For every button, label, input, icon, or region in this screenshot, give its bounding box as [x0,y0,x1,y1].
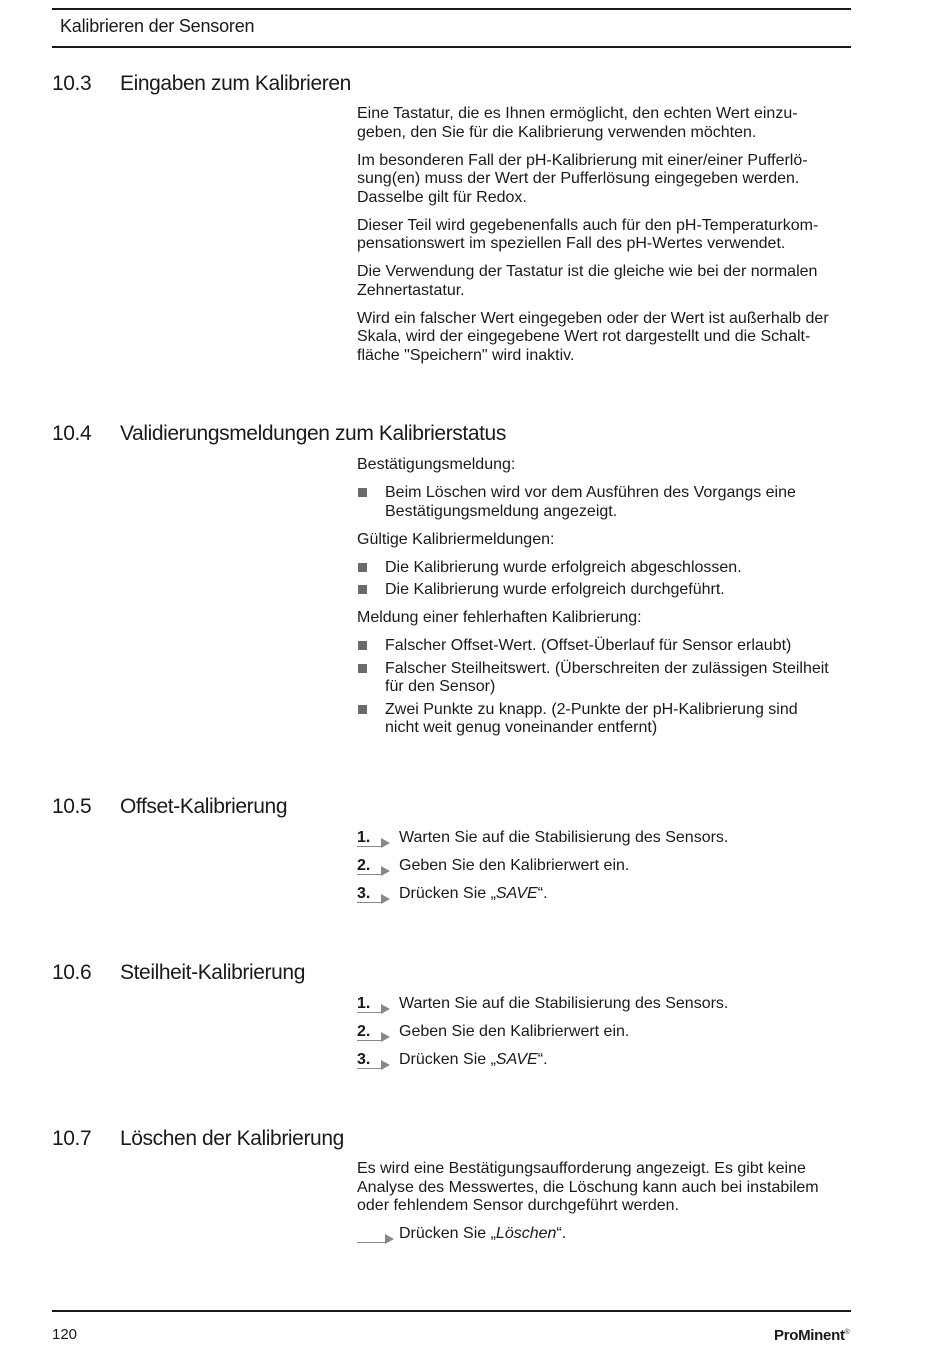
list-item: Die Kalibrierung wurde erfolgreich abgeschlossen. [357,559,852,578]
list-label: Meldung einer fehlerhaften Kalibrierung: [357,609,642,626]
section-title: Löschen der Kalibrierung [120,1127,344,1150]
bullet-square-icon [358,585,367,594]
section-title: Eingaben zum Kalibrieren [120,72,351,95]
section-heading-10-4 [52,422,506,446]
bullet-square-icon [358,488,367,497]
step-arrow-icon [381,1004,390,1014]
step-number: 1. [357,995,371,1012]
paragraph: Im besonderen Fall der pH-Kalibrierung mit einer/einer Pufferlö- sung(en) muss der Wert der Pufferlösung eingegeben werden. Dasselbe gilt für Redox. [357,151,808,206]
section-number: 10.4 [52,422,92,445]
step-arrow-icon [381,866,390,876]
step-number: 3. [357,885,371,902]
bullet-square-icon [358,641,367,650]
action-step: Drücken Sie „Löschen“. [357,1225,852,1244]
step-number: 3. [357,1051,371,1068]
step-item: 2. Geben Sie den Kalibrierwert ein. [357,857,630,874]
section-heading-10-6 [52,961,305,985]
footer-rule [52,1310,851,1312]
brand-logo: ProMinent® [774,1327,850,1344]
section-heading-10-3 [52,72,351,96]
paragraph: Es wird eine Bestätigungsaufforderung angezeigt. Es gibt keine Analyse des Messwertes, die Löschung kann auch bei instabilem oder fehlendem Sensor durchgeführt werden. [357,1160,819,1214]
list-item: Beim Löschen wird vor dem Ausführen des Vorgangs eine Bestätigungsmeldung angezeigt. [357,484,852,521]
bullet-square-icon [358,664,367,673]
section-body-10-5 [357,829,852,913]
section-number: 10.6 [52,961,92,984]
section-number: 10.3 [52,72,92,95]
step-item: 1. Warten Sie auf die Stabilisierung des Sensors. [357,995,729,1012]
paragraph: Wird ein falscher Wert eingegeben oder der Wert ist außerhalb der Skala, wird der eingegebene Wert rot dargestellt und die Schalt- fläche "Speichern" wird inaktiv. [357,309,829,364]
paragraph: Die Verwendung der Tastatur ist die gleiche wie bei der normalen Zehnertastatur. [357,263,818,299]
section-title: Validierungsmeldungen zum Kalibrierstatus [120,422,506,445]
step-item: 3. Drücken Sie „SAVE“. [357,885,548,902]
step-item: 1. Warten Sie auf die Stabilisierung des Sensors. [357,829,729,846]
button-reference: Löschen [495,1225,557,1242]
step-arrow-icon [381,1060,390,1070]
section-number: 10.5 [52,795,92,818]
list-item: Falscher Steilheitswert. (Überschreiten der zulässigen Steilheit für den Sensor) [357,660,852,697]
step-item: 2. Geben Sie den Kalibrierwert ein. [357,1023,630,1040]
step-number: 2. [357,1023,371,1040]
section-body-10-4 [357,456,852,742]
section-title: Offset-Kalibrierung [120,795,288,818]
page-number: 120 [52,1326,78,1343]
step-arrow-icon [381,1032,390,1042]
paragraph: Dieser Teil wird gegebenenfalls auch für den pH-Temperaturkom- pensationswert im speziellen Fall des pH-Wertes verwendet. [357,216,819,252]
section-body-10-6 [357,995,852,1079]
button-reference: SAVE [495,1051,538,1068]
list-item: Zwei Punkte zu knapp. (2-Punkte der pH-Kalibrierung sind nicht weit genug voneinander entfernt) [357,701,852,738]
paragraph: Eine Tastatur, die es Ihnen ermöglicht, den echten Wert einzu- geben, den Sie für die Kalibrierung verwenden möchten. [357,105,798,141]
step-arrow-icon [385,1234,394,1244]
header-rule-bottom [52,46,851,48]
step-arrow-icon [381,838,390,848]
list-item: Die Kalibrierung wurde erfolgreich durchgeführt. [357,581,852,600]
header-rule-top [52,8,851,10]
section-number: 10.7 [52,1127,92,1150]
section-title: Steilheit-Kalibrierung [120,961,305,984]
step-arrow-icon [381,894,390,904]
section-body-10-7 [357,1160,852,1253]
section-body-10-3 [357,105,852,375]
section-heading-10-7 [52,1127,344,1151]
running-title: Kalibrieren der Sensoren [60,16,255,36]
step-number: 1. [357,829,371,846]
bullet-square-icon [358,563,367,572]
list-label: Bestätigungsmeldung: [357,456,516,473]
step-number: 2. [357,857,371,874]
section-heading-10-5 [52,795,287,819]
step-item: 3. Drücken Sie „SAVE“. [357,1051,548,1068]
list-label: Gültige Kalibriermeldungen: [357,530,555,548]
bullet-square-icon [358,705,367,714]
list-item: Falscher Offset-Wert. (Offset-Überlauf für Sensor erlaubt) [357,637,852,656]
button-reference: SAVE [495,885,538,902]
